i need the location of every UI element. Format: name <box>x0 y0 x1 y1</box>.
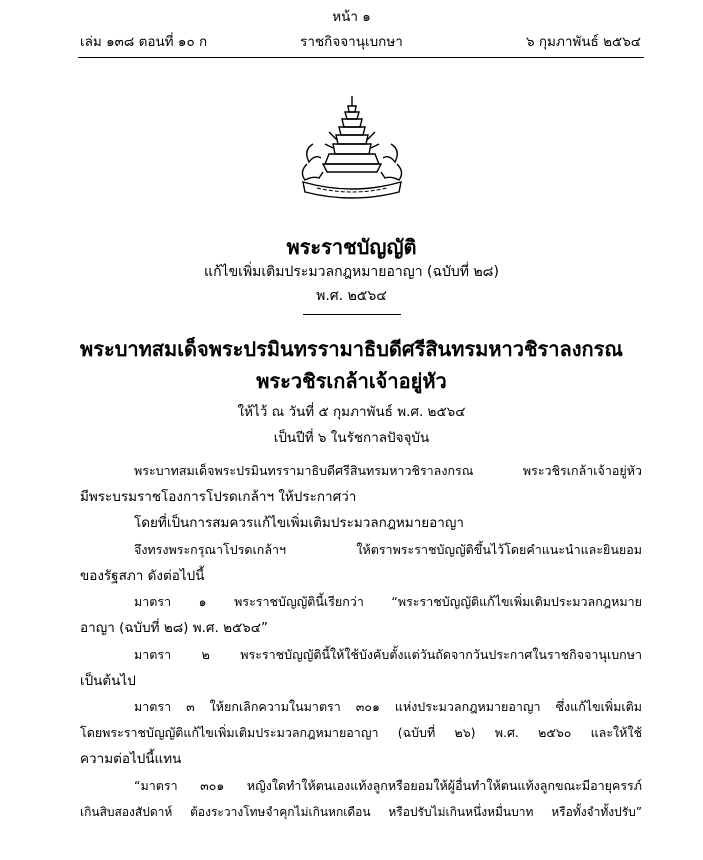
preamble-line1: พระบาทสมเด็จพระปรมินทรรามาธิบดีศรีสินทรมหาวชิราลงกรณ พระวชิรเกล้าเจ้าอยู่หัว <box>134 463 642 478</box>
enactment-line2: ของรัฐสภา ดังต่อไปนี้ <box>80 568 205 584</box>
given-date: ให้ไว้ ณ วันที่ ๕ กุมภาพันธ์ พ.ศ. ๒๕๖๔ <box>237 404 466 420</box>
section3-line1: มาตรา ๓ ให้ยกเลิกความในมาตรา ๓๐๑ แห่งประมวลกฎหมายอาญา ซึ่งแก้ไขเพิ่มเติม <box>134 699 642 714</box>
document-subtitle: แก้ไขเพิ่มเติมประมวลกฎหมายอาญา (ฉบับที่ ๒๘) <box>204 264 499 280</box>
section3-line2: โดยพระราชบัญญัติแก้ไขเพิ่มเติมประมวลกฎหมายอาญา (ฉบับที่ ๒๖) พ.ศ. ๒๕๖๐ และให้ใช้ <box>80 725 642 740</box>
title-rule <box>303 314 401 315</box>
section2-line1: มาตรา ๒ พระราชบัญญัตินี้ให้ใช้บังคับตั้งแต่วันถัดจากวันประกาศในราชกิจจานุเบกษา <box>134 647 642 662</box>
quoted-section-line2: เกินสิบสองสัปดาห์ ต้องระวางโทษจำคุกไม่เกินหกเดือน หรือปรับไม่เกินหนึ่งหมื่นบาท หรือทั้งจำทั้งปรับ” <box>80 805 642 819</box>
publication-date: ๖ กุมภาพันธ์ ๒๕๖๔ <box>526 34 641 50</box>
quoted-section-line1: “มาตรา ๓๐๑ หญิงใดทำให้ตนเองแท้งลูกหรือยอมให้ผู้อื่นทำให้ตนแท้งลูกขณะมีอายุครรภ์ <box>134 778 642 793</box>
section3-line3: ความต่อไปนี้แทน <box>80 751 182 767</box>
header-rule <box>78 57 644 58</box>
section2-line2: เป็นต้นไป <box>80 673 136 689</box>
document-year: พ.ศ. ๒๕๖๔ <box>316 288 387 304</box>
enactment-line1: จึงทรงพระกรุณาโปรดเกล้าฯ ให้ตราพระราชบัญญัติขึ้นไว้โดยคำแนะนำและยินยอม <box>134 542 642 557</box>
document-title: พระราชบัญญัติ <box>286 235 417 259</box>
royal-emblem-icon <box>293 92 411 202</box>
volume-number: เล่ม ๑๓๘ ตอนที่ ๑๐ ก <box>80 34 208 50</box>
king-name-line1: พระบาทสมเด็จพระปรมินทรรามาธิบดีศรีสินทรมหาวชิราลงกรณ <box>80 337 623 361</box>
section1-line1: มาตรา ๑ พระราชบัญญัตินี้เรียกว่า “พระราชบัญญัติแก้ไขเพิ่มเติมประมวลกฎหมาย <box>134 594 642 609</box>
reason-paragraph: โดยที่เป็นการสมควรแก้ไขเพิ่มเติมประมวลกฎหมายอาญา <box>134 515 464 531</box>
preamble-line2: มีพระบรมราชโองการโปรดเกล้าฯ ให้ประกาศว่า <box>80 489 357 505</box>
page-number: หน้า ๑ <box>332 9 371 25</box>
gazette-name: ราชกิจจานุเบกษา <box>300 34 403 50</box>
reign-year: เป็นปีที่ ๖ ในรัชกาลปัจจุบัน <box>273 430 430 446</box>
section1-line2: อาญา (ฉบับที่ ๒๘) พ.ศ. ๒๕๖๔” <box>80 620 268 636</box>
king-name-line2: พระวชิรเกล้าเจ้าอยู่หัว <box>256 369 447 393</box>
